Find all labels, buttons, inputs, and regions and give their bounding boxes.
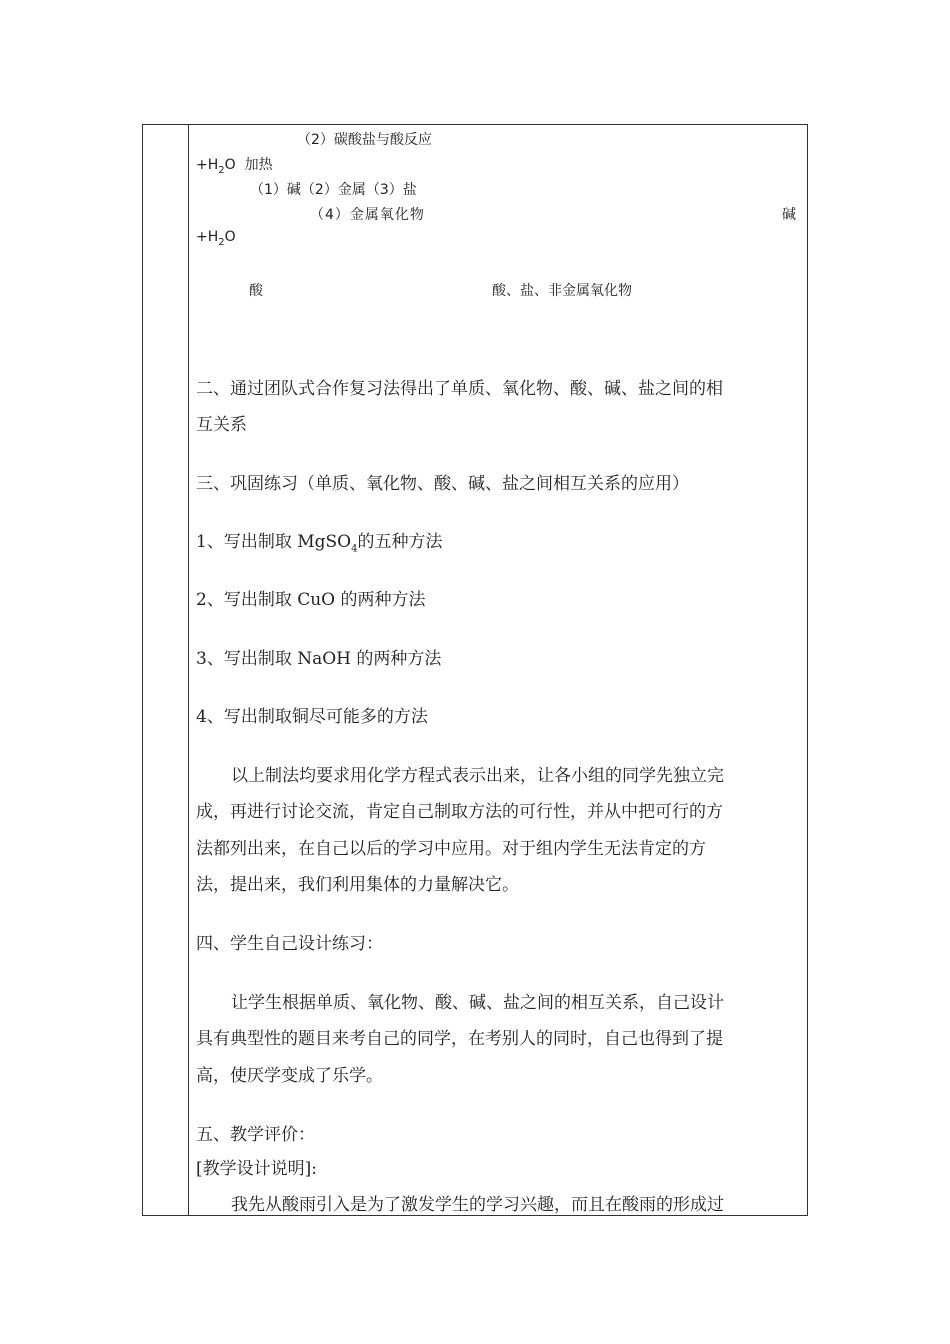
paragraph-1-line2: 成，再进行讨论交流，肯定自己制取方法的可行性，并从中把可行的方 [196,802,723,822]
paragraph-1-line1: 以上制法均要求用化学方程式表示出来，让各小组的同学先独立完 [231,766,724,786]
paragraph-2-line2: 具有典型性的题目来考自己的同学，在考别人的同时，自己也得到了提 [196,1029,723,1049]
diagram-carbonate-reaction: （2）碳酸盐与酸反应 [297,132,432,148]
paragraph-3-line1: 我先从酸雨引入是为了激发学生的学习兴趣，而且在酸雨的形成过 [231,1195,724,1215]
paragraph-1-line3: 法都列出来，在自己以后的学习中应用。对于组内学生无法肯定的方 [196,839,706,859]
section-two-line2: 互关系 [196,415,247,435]
diagram-acid-salt-oxide: 酸、盐、非金属氧化物 [492,283,632,299]
exercise-4: 4、写出制取铜尽可能多的方法 [196,707,428,727]
section-four-heading: 四、学生自己设计练习： [196,934,383,954]
diagram-acid-label: 酸 [249,283,263,299]
table-column-divider [188,124,189,1216]
paragraph-2-line3: 高，使厌学变成了乐学。 [196,1066,383,1086]
diagram-water-heat-label: $+H_2O$ 加热 [196,157,273,176]
exercise-2: 2、写出制取 CuO 的两种方法 [196,590,426,610]
diagram-base-label: 碱 [782,207,796,223]
design-note-heading: [教学设计说明]: [196,1159,317,1179]
exercise-1: 1、写出制取 MgSO$_4$的五种方法 [196,532,443,555]
diagram-water-label: $+H_2O$ [196,229,236,248]
paragraph-2-line1: 让学生根据单质、氧化物、酸、碱、盐之间的相互关系，自己设计 [231,993,724,1013]
diagram-metal-oxide: （4）金属氧化物 [310,207,425,223]
section-three-heading: 三、巩固练习（单质、氧化物、酸、碱、盐之间相互关系的应用） [196,474,689,494]
section-two-line1: 二、通过团队式合作复习法得出了单质、氧化物、酸、碱、盐之间的相 [196,379,723,399]
lesson-table [142,124,808,1216]
section-five-heading: 五、教学评价： [196,1125,315,1145]
exercise-3: 3、写出制取 NaOH 的两种方法 [196,649,442,669]
paragraph-1-line4: 法，提出来，我们利用集体的力量解决它。 [196,875,519,895]
diagram-base-metal-salt: （1）碱（2）金属（3）盐 [250,182,417,198]
